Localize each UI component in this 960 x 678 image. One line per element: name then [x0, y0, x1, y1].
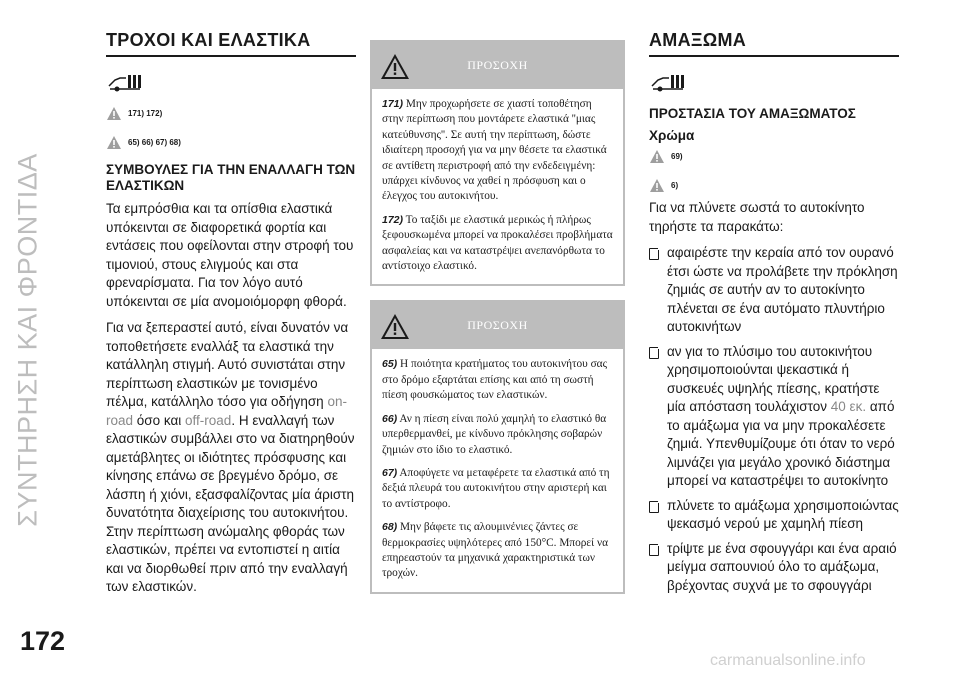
caution-title: ΠΡΟΣΟΧΗ [467, 318, 528, 333]
paragraph-2-text-b: όσο και [133, 412, 186, 428]
caution-header [370, 40, 625, 89]
paragraph-3: Στην περίπτωση ανώμαλης φθοράς των ελαστικών, πρέπει να εντοπιστεί η αιτία και να διορθωθεί πριν από την εναλλαγή των ελαστικών. [106, 523, 348, 594]
caution-item-number: 66) [382, 412, 398, 425]
caution-item [382, 357, 613, 403]
caution-triangle-icon [106, 135, 122, 150]
refs-text: 65) 66) 67) 68) [128, 138, 181, 147]
car-wheel-icon [106, 69, 146, 95]
washing-intro: Για να πλύνετε σωστά το αυτοκίνητο τηρήστε τα παρακάτω: [649, 200, 865, 234]
paragraph-2-text-a: Για να ξεπεραστεί αυτό, είναι δυνατόν να τοποθετήσετε εναλλάξ τα ελαστικά την κατάλληλη στιγμή. Αυτό συνιστάται στην περίπτωση ελαστικών με τονισμένο πέλμα, κατάλληλο τόσο για οδήγηση [106, 320, 349, 409]
caution-item-text: Μην βάφετε τις αλουμινένιες ζάντες σε θερμοκρασίες υψηλότερες από 150°C. Μπορεί να επηρεαστούν τα μηχανικά χαρακτηριστικά των τροχών. [382, 521, 608, 580]
caution-item [382, 466, 613, 512]
caution-item-text: Η ποιότητα κρατήματος του αυτοκινήτου σας στο δρόμο εξαρτάται επίσης και από τη σωστή πίεση φουσκώματος των ελαστικών. [382, 358, 608, 402]
list-item [649, 540, 899, 596]
car-wheel-icon [649, 69, 689, 95]
caution-box-1 [370, 40, 625, 286]
caution-item [382, 520, 613, 582]
section-title-bodywork: ΑΜΑΞΩΜΑ [649, 30, 899, 57]
paint-subheading: Χρώμα [649, 128, 695, 143]
caution-item-number: 172) [382, 213, 404, 226]
refs-text: 171) 172) [128, 109, 163, 118]
list-item-text [667, 343, 899, 491]
caution-item-text: Αν η πίεση είναι πολύ χαμηλή το ελαστικό θα υπερθερμανθεί, με κίνδυνο πρόκλησης σοβαρών ζημιών στο ίδιο το ελαστικό. [382, 412, 607, 456]
caution-header [370, 300, 625, 349]
list-item [649, 343, 899, 491]
term-on-road: on-road [106, 394, 347, 428]
checkbox-bullet-icon [649, 347, 659, 359]
caution-item-text: Το ταξίδι με ελαστικά μερικώς ή πλήρως ξεφουσκωμένα μπορεί να προκαλέσει προβλήματα ασφαλείας και να καταστρέψει ανεπανόρθωτα το αντίστοιχο ελαστικό. [382, 213, 613, 273]
refs-text: 69) [671, 152, 683, 161]
page-number: 172 [20, 626, 66, 656]
caution-item-number: 65) [382, 358, 398, 371]
tire-rotation-heading: ΣΥΜΒΟΥΛΕΣ ΓΙΑ ΤΗΝ ΕΝΑΛΛΑΓΗ ΤΩΝ ΕΛΑΣΤΙΚΩΝ [106, 162, 356, 193]
paragraph-2-text-c: . Η εναλλαγή των ελαστικών συμβάλλει στο να διατηρηθούν αμετάβλητες οι ιδιότητες πρόσφυσης και κίνησης επάνω σε βρεγμένο δρόμο, σε λάσπη ή χιόνι, εξασφαλίζοντας μία άριστη δυνατότητα διαχείρισης του αυτοκινήτου. [106, 412, 355, 520]
checkbox-bullet-icon [649, 248, 659, 260]
warning-triangle-icon [649, 149, 665, 164]
watermark: carmanualsonline.info [710, 652, 866, 669]
distance-value: 40 εκ. [830, 399, 867, 414]
caution-box-2 [370, 300, 625, 593]
caution-title: ΠΡΟΣΟΧΗ [467, 58, 528, 72]
bodywork-protection-heading: ΠΡΟΣΤΑΣΙΑ ΤΟΥ ΑΜΑΞΩΜΑΤΟΣ [649, 106, 856, 121]
caution-triangle-icon [649, 178, 665, 193]
refs-text: 6) [671, 181, 679, 190]
caution-item-number: 68) [382, 521, 398, 534]
caution-item [382, 97, 613, 205]
paragraph-2 [106, 319, 356, 523]
middle-column [370, 40, 625, 594]
bullet-2-text-b: από το αμάξωμα για να μην προκαλέσετε ζημιά. Υπενθυμίζουμε ότι όταν το νερό λιμνάζει για μεγάλο χρονικό διάστημα μπορεί να καταστρέψει το αυτοκίνητο [667, 399, 895, 488]
right-column [649, 30, 899, 601]
caution-item-number: 171) [382, 98, 404, 110]
section-title-wheels: ΤΡΟΧΟΙ ΚΑΙ ΕΛΑΣΤΙΚΑ [106, 30, 356, 57]
term-off-road: off-road [185, 412, 232, 428]
bullet-2-text-a: αν για το πλύσιμο του αυτοκινήτου χρησιμοποιούνται ψεκαστικά ή συσκευές υψηλής πίεσης, κρατήστε μία απόσταση τουλάχιστον [667, 343, 880, 414]
caution-item-number: 67) [382, 466, 398, 479]
list-item-text: πλύνετε το αμάξωμα χρησιμοποιώντας ψεκασμό νερού με χαμηλή πίεση [667, 497, 899, 531]
side-chapter-title: ΣΥΝΤΗΡΗΣΗ ΚΑΙ ΦΡΟΝΤΙΔΑ [12, 153, 43, 527]
warning-refs-1 [649, 149, 899, 164]
paragraph-1: Τα εμπρόσθια και τα οπίσθια ελαστικά υπόκεινται σε διαφορετικά φορτία και εντάσεις που οφείλονται στην στροφή του τιμονιού, στους ελιγμούς και στα φρεναρίσματα. Για τον λόγο αυτό υπόκεινται σε μία ανομοιόμορφη φθορά. [106, 201, 354, 309]
caution-item-text: Αποφύγετε να μεταφέρετε τα ελαστικά από τη δεξιά πλευρά του αυτοκινήτου στην αριστερή και το αντίστροφο. [382, 466, 610, 510]
checkbox-bullet-icon [649, 544, 659, 556]
list-item [649, 244, 899, 337]
warning-refs-2 [106, 135, 356, 150]
caution-body [370, 89, 625, 286]
list-item-text: τρίψτε με ένα σφουγγάρι και ένα αραιό μείγμα σαπουνιού όλο το αμάξωμα, βρέχοντας συχνά με το σφουγγάρι [667, 540, 897, 593]
list-item [649, 497, 899, 534]
warning-triangle-icon [106, 106, 122, 121]
checkbox-bullet-icon [649, 501, 659, 513]
caution-item-text: Μην προχωρήσετε σε χιαστί τοποθέτηση στην περίπτωση που μοντάρετε ελαστικά ''μιας κατεύθυνσης''. Σε αυτή την περίπτωση, δώστε ιδιαίτερη προσοχή για να μην θέσετε τα ελαστικά σε αντίθετη περιστροφή από την ενδεδειγμένη: υπάρχει κίνδυνος να χαθεί η πρόσφυση και ο έλεγχος του αυτοκινήτου. [382, 98, 607, 203]
caution-item [382, 412, 613, 458]
caution-item [382, 213, 613, 275]
list-item-text: αφαιρέστε την κεραία από τον ουρανό έτσι ώστε να προλάβετε την πρόκληση ζημιάς σε αυτήν αν το αυτοκίνητο πλένεται σε ένα αυτόματο πλυντήριο αυτοκινήτων [667, 245, 898, 334]
warning-refs-1 [106, 106, 356, 121]
caution-body [370, 349, 625, 593]
warning-refs-2 [649, 178, 899, 193]
left-column [106, 30, 356, 605]
